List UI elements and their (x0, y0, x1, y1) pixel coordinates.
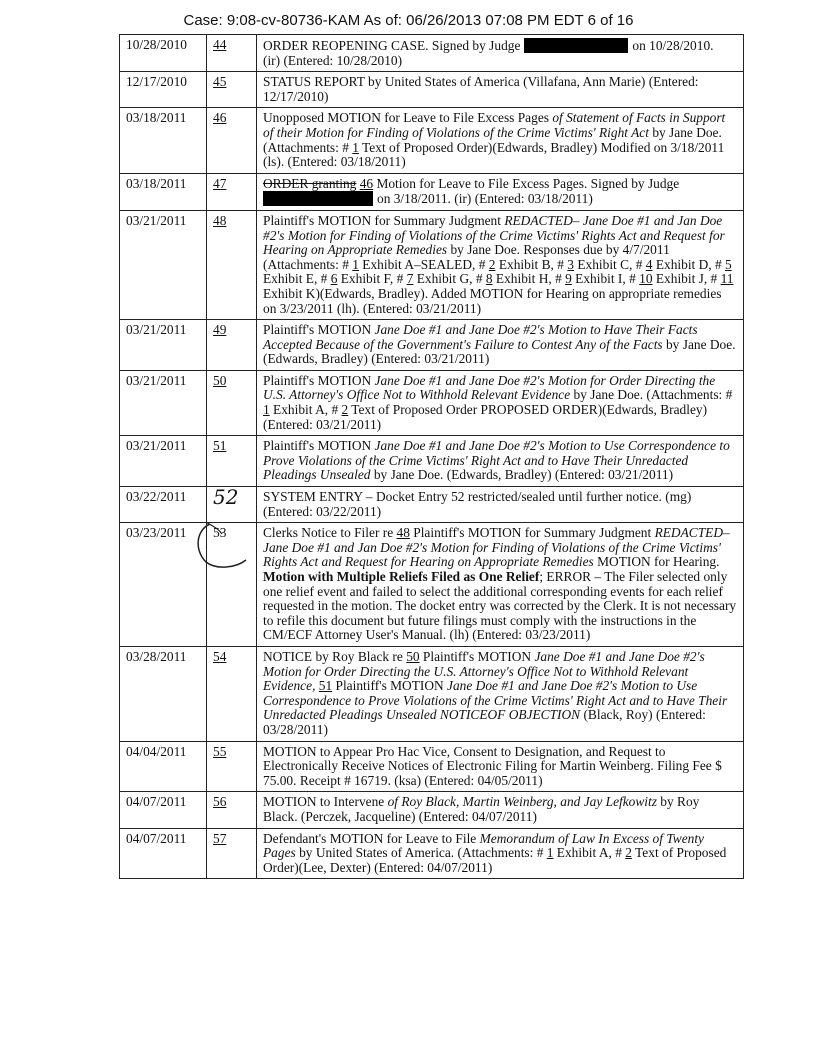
docket-link[interactable]: 51 (213, 438, 227, 454)
table-row (120, 370, 744, 435)
entry-number[interactable] (207, 370, 257, 435)
docket-link[interactable]: 45 (213, 74, 227, 90)
entry-date: 03/23/2011 (120, 523, 207, 647)
attachment-link[interactable]: 1 (352, 139, 359, 155)
entry-date: 10/28/2010 (120, 35, 207, 72)
entry-text: STATUS REPORT by United States of America (Villafana, Ann Marie) (Entered: 12/17/2010) (257, 72, 744, 108)
attachment-link[interactable]: 2 (625, 845, 632, 861)
entry-text: SYSTEM ENTRY – Docket Entry 52 restricted/sealed until further notice. (mg) (Entered: 03/22/2011) (257, 487, 744, 523)
table-row (120, 35, 744, 72)
attachment-link[interactable]: 5 (725, 256, 732, 272)
entry-text: Plaintiff's MOTION Jane Doe #1 and Jane Doe #2's Motion to Use Correspondence to Prove Violations of the Crime Victims' Right Act and to Have Their Unredacted Pleadings Unsealed by Jane Doe. (Edwards, Bradley) (Entered: 03/21/2011) (257, 436, 744, 487)
entry-date: 03/22/2011 (120, 487, 207, 523)
attachment-link[interactable]: 4 (645, 256, 653, 272)
entry-number[interactable] (207, 741, 257, 792)
attachment-link[interactable]: 3 (567, 256, 574, 272)
table-row (120, 828, 744, 879)
entry-text: Unopposed MOTION for Leave to File Excess Pages of Statement of Facts in Support of their Motion for Finding of Violations of the Crime Victims' Right Act by Jane Doe. (Attachments: # 1 Text of Proposed Order)(Edwards, Bradley) Modified on 3/18/2011 (ls). (Entered: 03/18/2011) (257, 108, 744, 173)
entry-date: 03/21/2011 (120, 436, 207, 487)
entry-text: ORDER granting 46 Motion for Leave to File Excess Pages. Signed by Judge on 3/18/2011. (ir) (Entered: 03/18/2011) (257, 173, 744, 210)
entry-number[interactable] (207, 646, 257, 741)
entry-date: 03/18/2011 (120, 108, 207, 173)
entry-text: Plaintiff's MOTION Jane Doe #1 and Jane Doe #2's Motion for Order Directing the U.S. Attorney's Office Not to Withhold Relevant Evidence by Jane Doe. (Attachments: # 1 Exhibit A, # 2 Text of Proposed Order PROPOSED ORDER)(Edwards, Bradley) (Entered: 03/21/2011) (257, 370, 744, 435)
entry-link[interactable]: 51 (318, 678, 333, 694)
attachment-link[interactable]: 11 (720, 271, 734, 287)
attachment-link[interactable]: 9 (565, 271, 572, 287)
docket-link[interactable]: 55 (213, 743, 227, 759)
page-header: Case: 9:08-cv-80736-KAM As of: 06/26/2013 07:08 PM EDT 6 of 16 (183, 12, 634, 29)
table-row (120, 173, 744, 210)
entry-date: 03/21/2011 (120, 320, 207, 371)
entry-text: ORDER REOPENING CASE. Signed by Judge on 10/28/2010. (ir) (Entered: 10/28/2010) (257, 35, 744, 72)
entry-date: 04/07/2011 (120, 828, 207, 879)
entry-text: Clerks Notice to Filer re 48 Plaintiff's MOTION for Summary Judgment REDACTED– Jane Doe #1 and Jan Doe #2's Motion for Finding of Violations of the Crime Victims' Rights Act and Request for Hearing on Appropriate Remedies MOTION for Hearing. Motion with Multiple Reliefs Filed as One Relief; ERROR – The Filer selected only one relief event and failed to select the additional corresponding events for each relief requested in the motion. The docket entry was corrected by the Clerk. It is not necessary to refile this document but future filings must comply with the instructions in the CM/ECF Attorney User's Manual. (lh) (Entered: 03/23/2011) (257, 523, 744, 647)
table-row (120, 646, 744, 741)
entry-number[interactable] (207, 173, 257, 210)
attachment-link[interactable]: 8 (485, 271, 493, 287)
table-row (120, 487, 744, 523)
redaction-box (524, 38, 628, 53)
attachment-link[interactable]: 6 (330, 271, 338, 287)
docket-table (119, 34, 744, 879)
entry-number[interactable] (207, 72, 257, 108)
entry-link[interactable]: 48 (396, 525, 410, 541)
entry-date: 12/17/2010 (120, 72, 207, 108)
entry-number[interactable] (207, 35, 257, 72)
table-row (120, 210, 744, 319)
table-row (120, 741, 744, 792)
entry-number[interactable] (207, 436, 257, 487)
entry-date: 03/21/2011 (120, 210, 207, 319)
docket-link[interactable]: 57 (213, 830, 227, 846)
entry-number (207, 487, 257, 523)
entry-number: 53 (207, 523, 257, 647)
handwritten-circle-mark (192, 520, 252, 570)
entry-date: 04/04/2011 (120, 741, 207, 792)
entry-number[interactable] (207, 792, 257, 828)
attachment-link[interactable]: 1 (546, 845, 554, 861)
entry-number[interactable] (207, 320, 257, 371)
table-row (120, 72, 744, 108)
entry-text: Defendant's MOTION for Leave to File Memorandum of Law In Excess of Twenty Pages by United States of America. (Attachments: # 1 Exhibit A, # 2 Text of Proposed Order)(Lee, Dexter) (Entered: 04/07/2011) (257, 828, 744, 879)
entry-date: 03/21/2011 (120, 370, 207, 435)
docket-link[interactable]: 54 (213, 648, 227, 664)
docket-link[interactable]: 46 (213, 110, 227, 126)
attachment-link[interactable]: 10 (639, 271, 653, 287)
docket-link[interactable]: 48 (213, 212, 227, 228)
docket-link[interactable]: 56 (213, 794, 227, 810)
entry-date: 03/18/2011 (120, 173, 207, 210)
table-row (120, 436, 744, 487)
docket-link[interactable]: 49 (213, 322, 227, 338)
entry-text: MOTION to Intervene of Roy Black, Martin Weinberg, and Jay Lefkowitz by Roy Black. (Perczek, Jacqueline) (Entered: 04/07/2011) (257, 792, 744, 828)
table-row (120, 320, 744, 371)
docket-link[interactable]: 50 (213, 372, 227, 388)
handwritten-number: 52 (213, 485, 239, 510)
attachment-link[interactable]: 7 (406, 271, 414, 287)
attachment-link[interactable]: 1 (263, 402, 270, 418)
entry-date: 03/28/2011 (120, 646, 207, 741)
attachment-link[interactable]: 2 (488, 256, 496, 272)
entry-number[interactable] (207, 828, 257, 879)
entry-text: Plaintiff's MOTION Jane Doe #1 and Jane Doe #2's Motion to Have Their Facts Accepted Because of the Government's Failure to Contest Any of the Facts by Jane Doe. (Edwards, Bradley) (Entered: 03/21/2011) (257, 320, 744, 371)
entry-link[interactable]: 50 (406, 648, 420, 664)
docket-link[interactable]: 44 (213, 37, 227, 52)
docket-link[interactable]: 47 (213, 175, 227, 191)
table-row (120, 792, 744, 828)
entry-number[interactable] (207, 108, 257, 173)
redaction-box (263, 191, 373, 206)
entry-date: 04/07/2011 (120, 792, 207, 828)
attachment-link[interactable]: 1 (352, 256, 359, 272)
entry-number[interactable] (207, 210, 257, 319)
entry-link[interactable]: 46 (359, 175, 374, 191)
entry-text: MOTION to Appear Pro Hac Vice, Consent to Designation, and Request to Electronically Receive Notices of Electronic Filing for Martin Weinberg. Filing Fee $ 75.00. Receipt # 16719. (ksa) (Entered: 04/05/2011) (257, 741, 744, 792)
entry-text: Plaintiff's MOTION for Summary Judgment REDACTED– Jane Doe #1 and Jan Doe #2's Motion for Finding of Violations of the Crime Victims' Rights Act and Request for Hearing on Appropriate Remedies by Jane Doe. Responses due by 4/7/2011 (Attachments: # 1 Exhibit A–SEALED, # 2 Exhibit B, # 3 Exhibit C, # 4 Exhibit D, # 5 Exhibit E, # 6 Exhibit F, # 7 Exhibit G, # 8 Exhibit H, # 9 Exhibit I, # 10 Exhibit J, # 11 Exhibit K)(Edwards, Bradley). Added MOTION for Hearing on appropriate remedies on 3/23/2011 (lh). (Entered: 03/21/2011) (257, 210, 744, 319)
table-row (120, 108, 744, 173)
entry-text: NOTICE by Roy Black re 50 Plaintiff's MOTION Jane Doe #1 and Jane Doe #2's Motion for Order Directing the U.S. Attorney's Office Not to Withhold Relevant Evidence, 51 Plaintiff's MOTION Jane Doe #1 and Jane Doe #2's Motion to Use Correspondence to Prove Violations of the Crime Victims' Right Act and to Have Their Unredacted Pleadings Unsealed NOTICEOF OBJECTION (Black, Roy) (Entered: 03/28/2011) (257, 646, 744, 741)
attachment-link[interactable]: 2 (341, 402, 349, 418)
